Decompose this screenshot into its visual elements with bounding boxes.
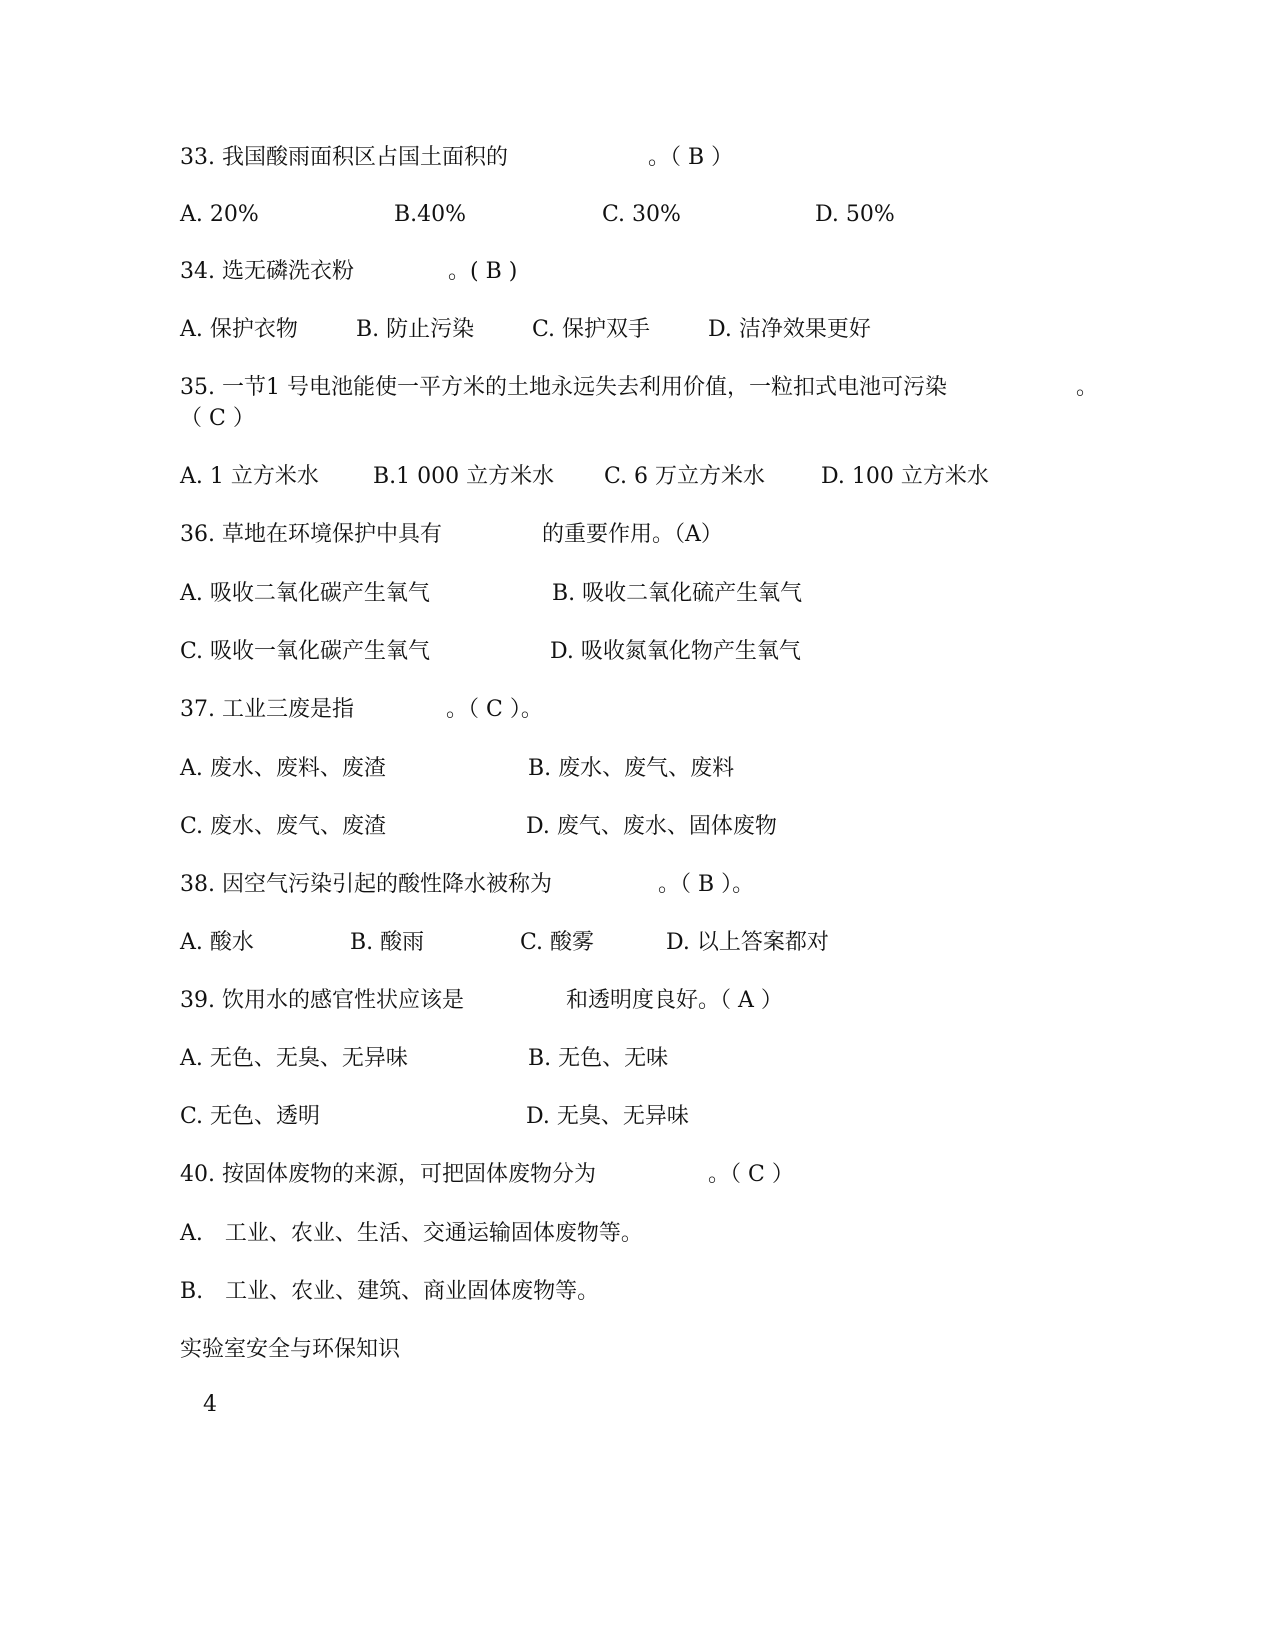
question-answer: 的重要作用。（A） bbox=[542, 522, 723, 547]
option-a: A. 保护衣物 bbox=[180, 317, 298, 342]
question-stem: 40. 按固体废物的来源，可把固体废物分为 bbox=[180, 1162, 596, 1187]
option-a: A. 吸收二氧化碳产生氧气 bbox=[180, 581, 430, 606]
option-c: C. 无色、透明 bbox=[180, 1104, 321, 1129]
option-a: A. 工业、农业、生活、交通运输固体废物等。 bbox=[180, 1221, 643, 1246]
option-b: B. 酸雨 bbox=[350, 930, 425, 955]
question-stem: 38. 因空气污染引起的酸性降水被称为 bbox=[180, 872, 552, 897]
option-b: B.40% bbox=[394, 202, 467, 227]
page-number: 4 bbox=[203, 1392, 217, 1417]
option-b: B. 废水、废气、废料 bbox=[528, 756, 735, 781]
option-c: C. 酸雾 bbox=[520, 930, 595, 955]
option-d: D. 100 立方米水 bbox=[821, 464, 989, 489]
question-stem: 37. 工业三废是指 bbox=[180, 697, 354, 722]
option-b: B. 吸收二氧化硫产生氧气 bbox=[552, 581, 803, 606]
option-b: B. 工业、农业、建筑、商业固体废物等。 bbox=[180, 1279, 600, 1304]
question-stem: 39. 饮用水的感官性状应该是 bbox=[180, 988, 464, 1013]
option-b: B. 防止污染 bbox=[356, 317, 475, 342]
option-c: C. 废水、废气、废渣 bbox=[180, 814, 387, 839]
option-d: D. 无臭、无异味 bbox=[526, 1104, 689, 1129]
option-d: D. 以上答案都对 bbox=[666, 930, 829, 955]
option-c: C. 保护双手 bbox=[532, 317, 651, 342]
question-answer: 和透明度良好。（ A ） bbox=[566, 988, 783, 1013]
question-answer: 。（ C ）。 bbox=[446, 697, 543, 722]
question-stem: 34. 选无磷洗衣粉 bbox=[180, 259, 354, 284]
question-answer: 。（ B ） bbox=[648, 145, 734, 170]
option-b: B. 无色、无味 bbox=[528, 1046, 669, 1071]
option-c: C. 30% bbox=[602, 202, 681, 227]
option-a: A. 无色、无臭、无异味 bbox=[180, 1046, 408, 1071]
question-answer: 。（ B ）。 bbox=[658, 872, 755, 897]
question-answer: 。( B ) bbox=[448, 259, 518, 284]
option-d: D. 吸收氮氧化物产生氧气 bbox=[550, 639, 801, 664]
option-b: B.1 000 立方米水 bbox=[373, 464, 555, 489]
option-a: A. 20% bbox=[180, 202, 259, 227]
option-a: A. 废水、废料、废渣 bbox=[180, 756, 386, 781]
option-d: D. 洁净效果更好 bbox=[708, 317, 871, 342]
option-d: D. 50% bbox=[815, 202, 895, 227]
question-answer: 。（ C ） bbox=[708, 1162, 794, 1187]
question-tail: 。 bbox=[1076, 375, 1099, 400]
option-d: D. 废气、废水、固体废物 bbox=[526, 814, 777, 839]
question-answer: （ C ） bbox=[180, 406, 255, 431]
question-stem: 35. 一节1 号电池能使一平方米的土地永远失去利用价值，一粒扣式电池可污染 bbox=[180, 375, 947, 400]
option-a: A. 1 立方米水 bbox=[180, 464, 319, 489]
option-c: C. 吸收一氧化碳产生氧气 bbox=[180, 639, 431, 664]
question-stem: 33. 我国酸雨面积区占国土面积的 bbox=[180, 145, 508, 170]
question-stem: 36. 草地在环境保护中具有 bbox=[180, 522, 442, 547]
option-c: C. 6 万立方米水 bbox=[604, 464, 766, 489]
option-a: A. 酸水 bbox=[180, 930, 254, 955]
section-title: 实验室安全与环保知识 bbox=[180, 1337, 401, 1362]
